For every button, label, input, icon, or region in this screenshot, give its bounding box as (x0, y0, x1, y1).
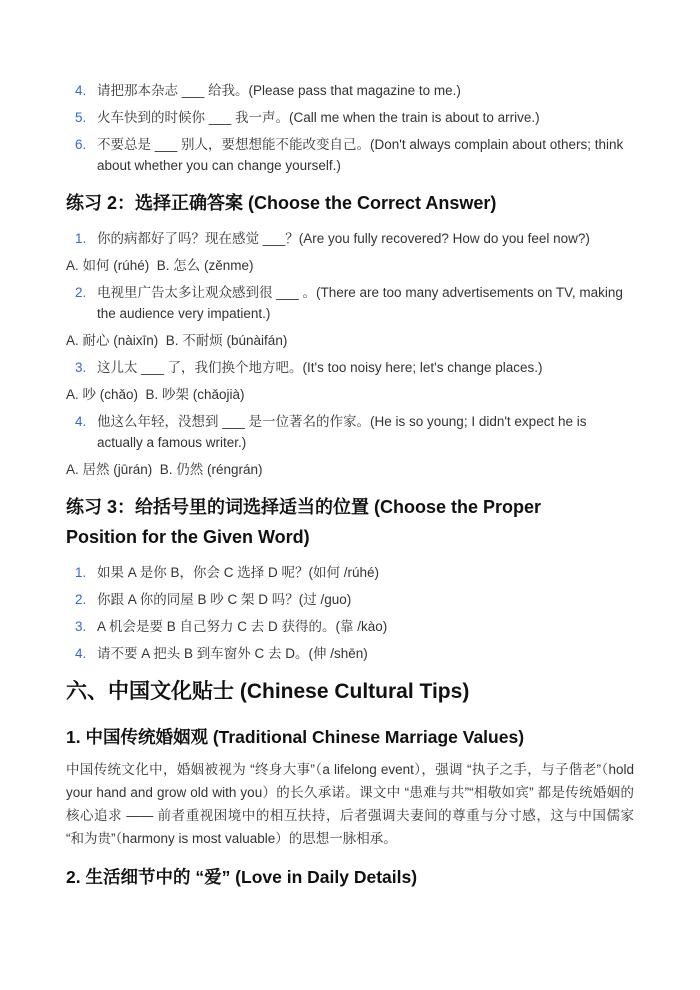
item-number: 4. (75, 414, 87, 429)
exercise2-question-2 (66, 282, 634, 324)
question-text: 他这么年轻，没想到 ___ 是一位著名的作家。(He is so young; I didn't expect he is actually a famous writer.) (97, 414, 591, 450)
item-number: 2. (75, 592, 87, 607)
culture-sub1-paragraph: 中国传统文化中，婚姻被视为 “终身大事”（a lifelong event），强调 “执子之手，与子偕老”（hold your hand and grow old with you）的长久承诺。课文中 “患难与共”“相敬如宾” 都是传统婚姻的核心追求 —— 前者重视困境中的相互扶持，后者强调夫妻间的尊重与分寸感，这与中国儒家 “和为贵”（harmony is most valuable）的思想一脉相承。 (66, 762, 638, 846)
exercise2-questions (66, 228, 634, 480)
exercise2-heading: 练习 2：选择正确答案 (Choose the Correct Answer) (66, 193, 497, 213)
culture-section-heading: 六、中国文化贴士 (Chinese Cultural Tips) (66, 680, 470, 703)
item-number: 5. (75, 110, 87, 125)
item-number: 3. (75, 619, 87, 634)
exercise1-item-6 (66, 134, 634, 176)
exercise3-item-2 (66, 589, 634, 610)
question-text: 这儿太 ___ 了，我们换个地方吧。(It's too noisy here; let's change places.) (97, 360, 543, 375)
item-number: 1. (75, 565, 87, 580)
culture-sub1-heading: 1. 中国传统婚姻观 (Traditional Chinese Marriage Values) (66, 727, 525, 747)
item-number: 2. (75, 285, 87, 300)
exercise1-item-4 (66, 80, 634, 101)
item-text: 不要总是 ___ 别人，要想想能不能改变自己。(Don't always complain about others; think about whether you can change yourself.) (97, 137, 627, 173)
item-number: 1. (75, 231, 87, 246)
answer-options: A. 居然 (jūrán) B. 仍然 (réngrán) (66, 462, 263, 477)
item-number: 4. (75, 83, 87, 98)
question-text: 你的病都好了吗？现在感觉 ___？(Are you fully recovered? How do you feel now?) (97, 231, 590, 246)
exercise3-item-3 (66, 616, 634, 637)
item-text: 请把那本杂志 ___ 给我。(Please pass that magazine to me.) (97, 83, 461, 98)
exercise2-question-3 (66, 357, 634, 378)
exercise2-question-1 (66, 228, 634, 249)
exercise3-item-1 (66, 562, 634, 583)
item-number: 3. (75, 360, 87, 375)
item-text: 你跟 A 你的同屋 B 吵 C 架 D 吗？(过 /guo) (97, 592, 352, 607)
answer-options: A. 如何 (rúhé) B. 怎么 (zěnme) (66, 258, 254, 273)
item-text: A 机会是要 B 自己努力 C 去 D 获得的。(靠 /kào) (97, 619, 388, 634)
exercise3-item-4 (66, 643, 634, 664)
exercise3-items (66, 562, 634, 664)
answer-options: A. 吵 (chǎo) B. 吵架 (chǎojià) (66, 387, 245, 402)
culture-sub2-heading: 2. 生活细节中的 “爱” (Love in Daily Details) (66, 867, 418, 887)
exercise1-items (66, 80, 634, 176)
exercise2-question-4 (66, 411, 634, 453)
question-text: 电视里广告太多让观众感到很 ___ 。(There are too many advertisements on TV, making the audience very impatient.) (97, 285, 627, 321)
item-text: 请不要 A 把头 B 到车窗外 C 去 D。(伸 /shēn) (97, 646, 368, 661)
exercise1-item-5 (66, 107, 634, 128)
exercise3-heading: 练习 3：给括号里的词选择适当的位置 (Choose the Proper Position for the Given Word) (66, 497, 542, 547)
item-number: 4. (75, 646, 87, 661)
item-text: 火车快到的时候你 ___ 我一声。(Call me when the train is about to arrive.) (97, 110, 540, 125)
item-number: 6. (75, 137, 87, 152)
item-text: 如果 A 是你 B，你会 C 选择 D 呢？(如何 /rúhé) (97, 565, 380, 580)
answer-options: A. 耐心 (nàixīn) B. 不耐烦 (búnàifán) (66, 333, 288, 348)
